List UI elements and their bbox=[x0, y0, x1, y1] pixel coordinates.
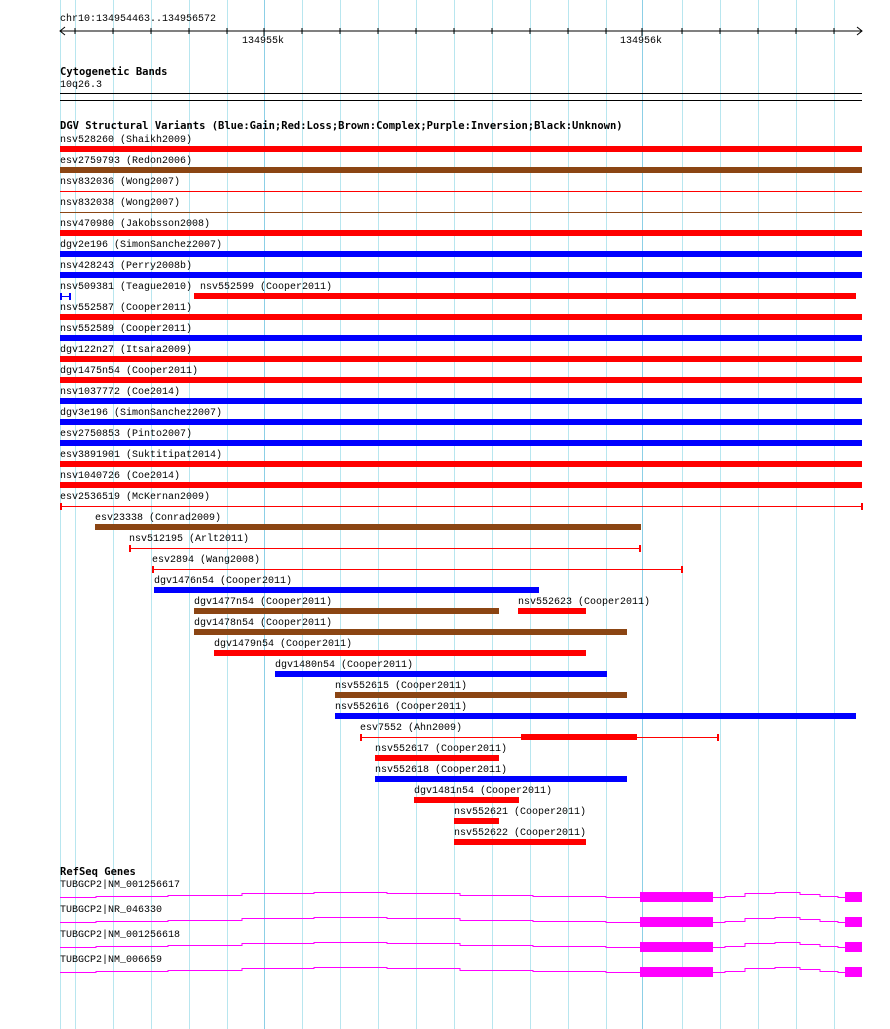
gene-model[interactable] bbox=[0, 962, 890, 982]
variant-bar[interactable] bbox=[60, 440, 862, 446]
variant-label[interactable]: nsv832036 (Wong2007) bbox=[60, 177, 181, 188]
variant-bar[interactable] bbox=[275, 671, 607, 677]
variant-bar[interactable] bbox=[194, 293, 856, 299]
variant-bar[interactable] bbox=[414, 797, 519, 803]
variant-bar[interactable] bbox=[60, 230, 862, 236]
variant-label[interactable]: nsv552621 (Cooper2011) bbox=[454, 807, 587, 818]
variant-label[interactable]: nsv512195 (Arlt2011) bbox=[129, 534, 250, 545]
cytoband-track-title[interactable]: Cytogenetic Bands bbox=[60, 66, 168, 78]
variant-label[interactable]: nsv1037772 (Coe2014) bbox=[60, 387, 181, 398]
refseq-track-title[interactable]: RefSeq Genes bbox=[60, 866, 136, 878]
variant-bar[interactable] bbox=[214, 650, 586, 656]
exon-block bbox=[845, 892, 862, 902]
gene-label[interactable]: TUBGCP2|NM_001256618 bbox=[60, 930, 181, 941]
variant-label[interactable]: esv2894 (Wang2008) bbox=[152, 555, 261, 566]
variant-line[interactable] bbox=[60, 191, 862, 192]
variant-bar[interactable] bbox=[60, 398, 862, 404]
variant-label[interactable]: nsv552617 (Cooper2011) bbox=[375, 744, 508, 755]
intron-line bbox=[713, 968, 845, 973]
ruler-tick-label: 134955k bbox=[242, 36, 285, 47]
variant-bar[interactable] bbox=[60, 251, 862, 257]
gene-label[interactable]: TUBGCP2|NM_006659 bbox=[60, 955, 163, 966]
variant-bar[interactable] bbox=[60, 482, 862, 488]
variant-line[interactable] bbox=[129, 548, 640, 549]
variant-bar[interactable] bbox=[95, 524, 641, 530]
grid-line bbox=[568, 0, 569, 1029]
variant-label[interactable]: nsv552623 (Cooper2011) bbox=[518, 597, 651, 608]
exon-block bbox=[640, 892, 713, 902]
variant-label[interactable]: dgv1481n54 (Cooper2011) bbox=[414, 786, 553, 797]
grid-line bbox=[720, 0, 721, 1029]
variant-label[interactable]: nsv552599 (Cooper2011) bbox=[200, 282, 333, 293]
variant-line[interactable] bbox=[60, 506, 862, 507]
grid-line bbox=[492, 0, 493, 1029]
grid-line bbox=[264, 0, 265, 1029]
grid-line bbox=[530, 0, 531, 1029]
variant-end-cap[interactable] bbox=[69, 293, 71, 300]
variant-label[interactable]: esv2536519 (McKernan2009) bbox=[60, 492, 211, 503]
variant-end-cap[interactable] bbox=[60, 293, 62, 300]
grid-line bbox=[796, 0, 797, 1029]
variant-bar[interactable] bbox=[194, 629, 627, 635]
exon-block bbox=[640, 967, 713, 977]
variant-label[interactable]: nsv552616 (Cooper2011) bbox=[335, 702, 468, 713]
variant-label[interactable]: dgv122n27 (Itsara2009) bbox=[60, 345, 193, 356]
dgv-track-title[interactable]: DGV Structural Variants (Blue:Gain;Red:Loss;Brown:Complex;Purple:Inversion;Black:Unknown) bbox=[60, 120, 623, 132]
variant-label[interactable]: dgv3e196 (SimonSanchez2007) bbox=[60, 408, 223, 419]
variant-label[interactable]: dgv2e196 (SimonSanchez2007) bbox=[60, 240, 223, 251]
grid-line bbox=[416, 0, 417, 1029]
variant-end-cap[interactable] bbox=[681, 566, 683, 573]
variant-label[interactable]: dgv1478n54 (Cooper2011) bbox=[194, 618, 333, 629]
grid-line bbox=[834, 0, 835, 1029]
variant-end-cap[interactable] bbox=[717, 734, 719, 741]
grid-line bbox=[758, 0, 759, 1029]
gene-label[interactable]: TUBGCP2|NR_046330 bbox=[60, 905, 163, 916]
variant-label[interactable]: dgv1477n54 (Cooper2011) bbox=[194, 597, 333, 608]
variant-bar[interactable] bbox=[518, 608, 586, 614]
intron-line bbox=[713, 893, 845, 898]
cytoband-line-bottom bbox=[60, 100, 862, 101]
ruler-axis[interactable] bbox=[0, 24, 890, 38]
variant-end-cap[interactable] bbox=[60, 503, 62, 510]
variant-line[interactable] bbox=[152, 569, 682, 570]
variant-end-cap[interactable] bbox=[152, 566, 154, 573]
variant-bar[interactable] bbox=[60, 377, 862, 383]
variant-label[interactable]: nsv832038 (Wong2007) bbox=[60, 198, 181, 209]
variant-label[interactable]: esv2759793 (Redon2006) bbox=[60, 156, 193, 167]
variant-bar[interactable] bbox=[521, 734, 637, 740]
grid-line bbox=[454, 0, 455, 1029]
gene-model[interactable] bbox=[0, 912, 890, 932]
variant-label[interactable]: dgv1479n54 (Cooper2011) bbox=[214, 639, 353, 650]
variant-label[interactable]: nsv470980 (Jakobsson2008) bbox=[60, 219, 211, 230]
variant-label[interactable]: dgv1475n54 (Cooper2011) bbox=[60, 366, 199, 377]
grid-line bbox=[340, 0, 341, 1029]
variant-bar[interactable] bbox=[375, 776, 627, 782]
grid-line bbox=[682, 0, 683, 1029]
variant-bar[interactable] bbox=[60, 146, 862, 152]
variant-bar[interactable] bbox=[335, 713, 856, 719]
variant-label[interactable]: nsv528260 (Shaikh2009) bbox=[60, 135, 193, 146]
variant-label[interactable]: nsv552587 (Cooper2011) bbox=[60, 303, 193, 314]
variant-label[interactable]: esv23338 (Conrad2009) bbox=[95, 513, 222, 524]
variant-line[interactable] bbox=[60, 212, 862, 213]
variant-label[interactable]: nsv428243 (Perry2008b) bbox=[60, 261, 193, 272]
location-label: chr10:134954463..134956572 bbox=[60, 14, 217, 25]
variant-label[interactable]: nsv1040726 (Coe2014) bbox=[60, 471, 181, 482]
variant-bar[interactable] bbox=[154, 587, 539, 593]
gene-model[interactable] bbox=[0, 887, 890, 907]
variant-bar[interactable] bbox=[60, 356, 862, 362]
variant-label[interactable]: esv7552 (Ahn2009) bbox=[360, 723, 463, 734]
variant-bar[interactable] bbox=[60, 167, 862, 173]
variant-bar[interactable] bbox=[60, 335, 862, 341]
variant-end-cap[interactable] bbox=[861, 503, 863, 510]
gene-label[interactable]: TUBGCP2|NM_001256617 bbox=[60, 880, 181, 891]
variant-bar[interactable] bbox=[60, 461, 862, 467]
variant-label[interactable]: nsv552622 (Cooper2011) bbox=[454, 828, 587, 839]
intron-line bbox=[60, 943, 640, 948]
variant-bar[interactable] bbox=[375, 755, 499, 761]
grid-line bbox=[642, 0, 643, 1029]
variant-bar[interactable] bbox=[194, 608, 499, 614]
ruler-tick-label: 134956k bbox=[620, 36, 663, 47]
variant-label[interactable]: esv3891901 (Suktitipat2014) bbox=[60, 450, 223, 461]
variant-end-cap[interactable] bbox=[129, 545, 131, 552]
exon-block bbox=[640, 917, 713, 927]
grid-line bbox=[302, 0, 303, 1029]
exon-block bbox=[640, 942, 713, 952]
grid-line bbox=[606, 0, 607, 1029]
exon-block bbox=[845, 967, 862, 977]
exon-block bbox=[845, 917, 862, 927]
variant-bar[interactable] bbox=[454, 818, 499, 824]
variant-label[interactable]: nsv552618 (Cooper2011) bbox=[375, 765, 508, 776]
intron-line bbox=[60, 918, 640, 923]
gene-model[interactable] bbox=[0, 937, 890, 957]
variant-label[interactable]: nsv552615 (Cooper2011) bbox=[335, 681, 468, 692]
intron-line bbox=[60, 893, 640, 898]
variant-end-cap[interactable] bbox=[360, 734, 362, 741]
variant-bar[interactable] bbox=[335, 692, 627, 698]
variant-label[interactable]: nsv552589 (Cooper2011) bbox=[60, 324, 193, 335]
variant-label[interactable]: dgv1480n54 (Cooper2011) bbox=[275, 660, 414, 671]
cytoband-line-top bbox=[60, 93, 862, 94]
grid-line bbox=[227, 0, 228, 1029]
exon-block bbox=[845, 942, 862, 952]
variant-end-cap[interactable] bbox=[639, 545, 641, 552]
variant-bar[interactable] bbox=[60, 419, 862, 425]
intron-line bbox=[713, 943, 845, 948]
cytoband-label: 10q26.3 bbox=[60, 80, 103, 91]
variant-label[interactable]: dgv1476n54 (Cooper2011) bbox=[154, 576, 293, 587]
variant-bar[interactable] bbox=[454, 839, 586, 845]
intron-line bbox=[60, 968, 640, 973]
variant-label[interactable]: esv2750853 (Pinto2007) bbox=[60, 429, 193, 440]
intron-line bbox=[713, 918, 845, 923]
variant-bar[interactable] bbox=[60, 314, 862, 320]
variant-bar[interactable] bbox=[60, 272, 862, 278]
variant-label[interactable]: nsv509381 (Teague2010) bbox=[60, 282, 193, 293]
grid-line bbox=[378, 0, 379, 1029]
